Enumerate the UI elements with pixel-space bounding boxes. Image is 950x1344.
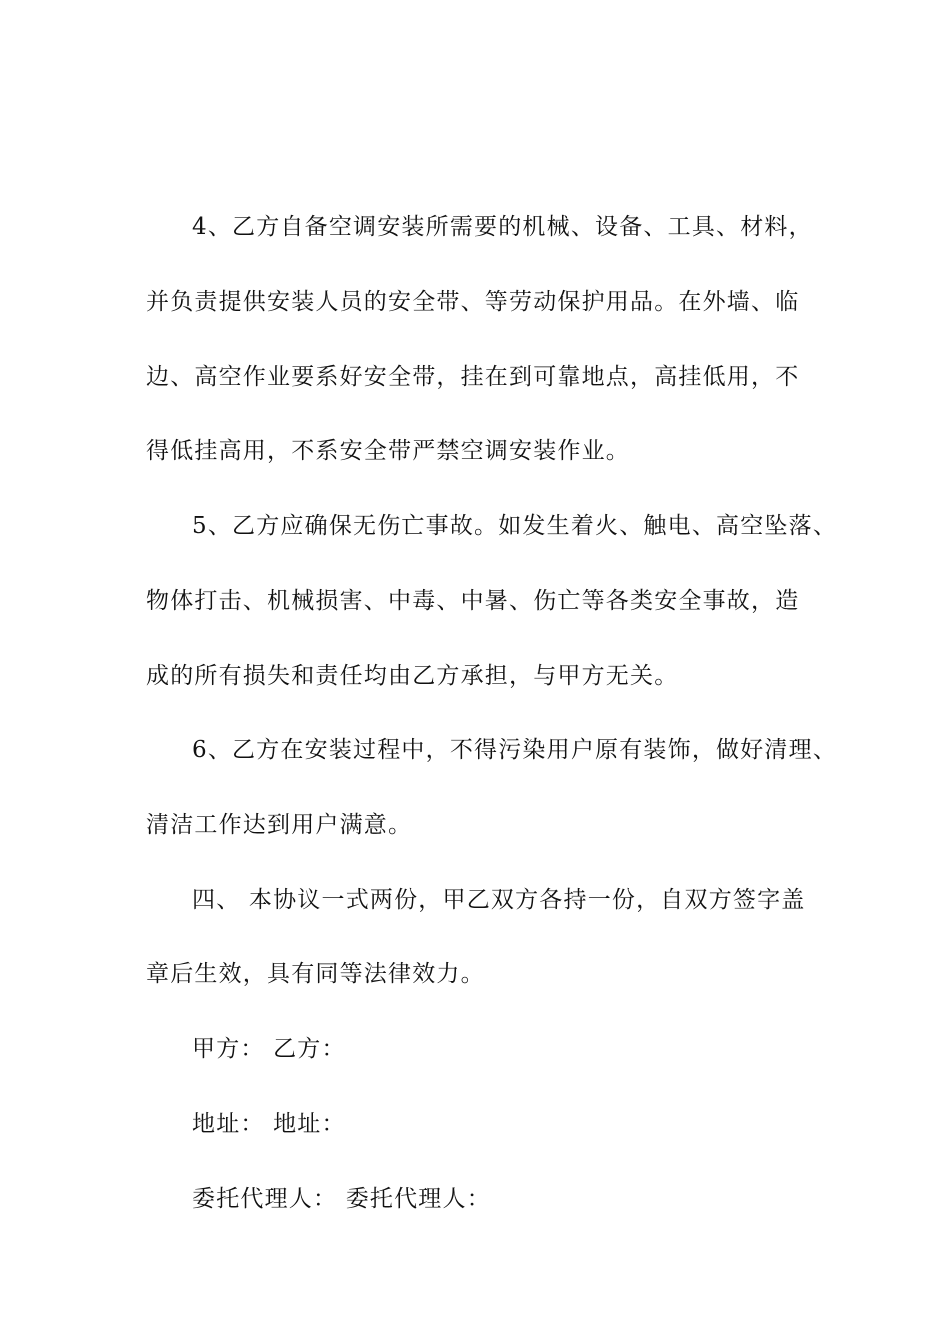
clause-6-line-1: 6、乙方在安装过程中，不得污染用户原有装饰，做好清理、 [192,737,838,763]
clause-4-line-4: 得低挂高用，不系安全带严禁空调安装作业。 [146,438,630,464]
clause-5-line-1: 5、乙方应确保无伤亡事故。如发生着火、触电、高空坠落、 [192,513,838,539]
agent-line: 委托代理人： 委托代理人： [192,1186,491,1212]
clause-4-line-1: 4、乙方自备空调安装所需要的机械、设备、工具、材料， [192,214,813,240]
section-4-line-1: 四、 本协议一式两份，甲乙双方各持一份，自双方签字盖 [192,887,806,913]
clause-5-line-3: 成的所有损失和责任均由乙方承担，与甲方无关。 [146,663,679,689]
party-line: 甲方： 乙方： [192,1036,346,1062]
clause-6-line-2: 清洁工作达到用户满意。 [146,812,413,838]
clause-4-line-3: 边、高空作业要系好安全带，挂在到可靠地点，高挂低用，不 [146,364,800,390]
clause-5-line-2: 物体打击、机械损害、中毒、中暑、伤亡等各类安全事故，造 [146,588,800,614]
clause-4-line-2: 并负责提供安装人员的安全带、等劳动保护用品。在外墙、临 [146,289,800,315]
address-line: 地址： 地址： [192,1111,346,1137]
section-4-line-2: 章后生效，具有同等法律效力。 [146,961,485,987]
